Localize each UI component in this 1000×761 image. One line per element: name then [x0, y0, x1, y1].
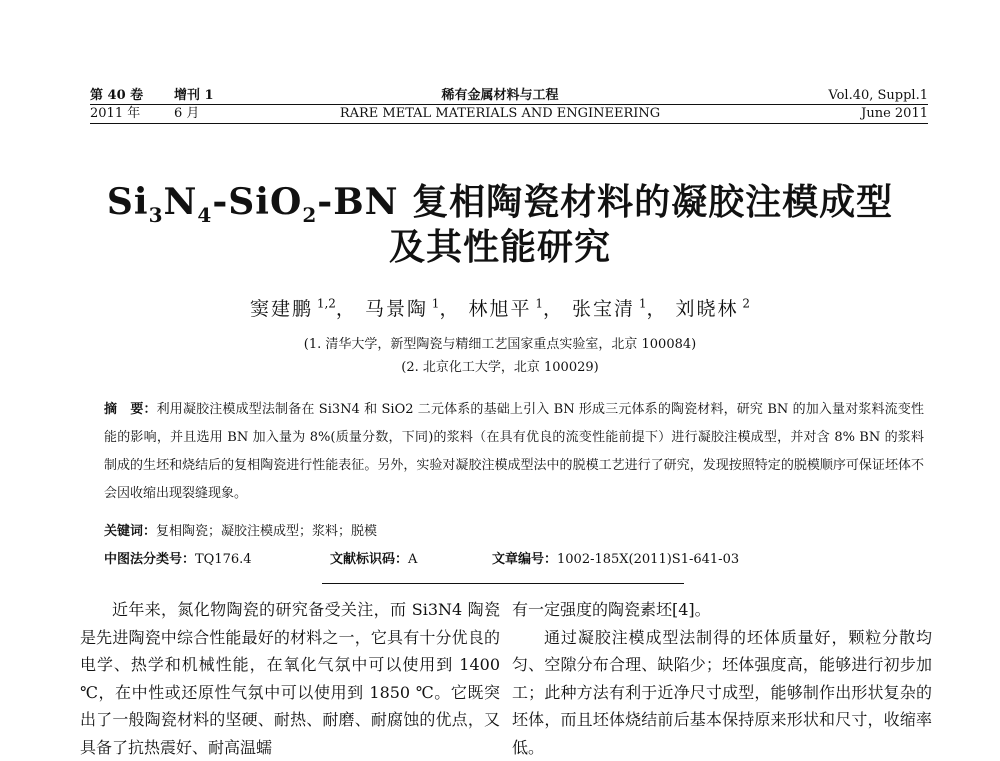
- classification-article: [492, 548, 739, 567]
- abstract-label: 摘 要：: [104, 402, 157, 417]
- classification-clc: [104, 548, 252, 567]
- author-affiliation-marker: 1,2: [313, 297, 336, 311]
- clc-label: 中图法分类号：: [104, 552, 195, 567]
- author-name: 马景陶: [365, 298, 428, 320]
- article-no-value: 1002-185X(2011)S1-641-03: [557, 552, 739, 567]
- header-date-en: June 2011: [861, 106, 928, 122]
- clc-value: TQ176.4: [195, 552, 252, 567]
- author-affiliation-marker: 1: [635, 297, 646, 311]
- body-paragraph: 通过凝胶注模成型法制得的坯体质量好，颗粒分散均匀、空隙分布合理、缺陷少；坯体强度高，能够进行初步加工；此种方法有利于近净尺寸成型，能够制作出形状复杂的坯体，而且坯体烧结前后基本保持原来形状和尺寸，收缩率低。: [512, 624, 932, 761]
- keywords: [104, 520, 377, 539]
- doc-code-label: 文献标识码：: [330, 552, 408, 567]
- section-separator: [322, 583, 684, 584]
- doc-code-value: A: [408, 552, 417, 567]
- author-affiliation-marker: 1: [532, 297, 543, 311]
- author-list: 窦建鹏 $^{1,2}$， 马景陶 $^1$， 林旭平 $^1$， 张宝清 $^1$， 刘晓林 $^2$: [0, 294, 1000, 321]
- header-issue: 增刊 1: [174, 88, 214, 104]
- abstract: [104, 396, 924, 508]
- header-month: 6 月: [174, 106, 199, 122]
- header-rule: [90, 104, 928, 105]
- article-no-label: 文章编号：: [492, 552, 557, 567]
- author-affiliation-marker: 2: [739, 297, 750, 311]
- keywords-text: 复相陶瓷；凝胶注模成型；浆料；脱模: [156, 524, 377, 539]
- body-paragraph: 近年来，氮化物陶瓷的研究备受关注，而 Si3N4 陶瓷是先进陶瓷中综合性能最好的材料之一，它具有十分优良的电学、热学和机械性能，在氧化气氛中可以使用到 1400 ℃，在中性或还原性气氛中可以使用到 1850 ℃。它既突出了一般陶瓷材料的坚硬、耐热、耐磨、耐腐蚀的优点，又具备了抗热震好、耐高温蠕: [80, 596, 500, 761]
- keywords-label: 关键词：: [104, 524, 156, 539]
- author-name: 张宝清: [572, 298, 635, 320]
- author-name: 林旭平: [468, 298, 531, 320]
- affiliation-1: (1. 清华大学，新型陶瓷与精细工艺国家重点实验室，北京 100084): [0, 333, 1000, 352]
- body-paragraph-cont: 有一定强度的陶瓷素坯[4]。: [512, 596, 932, 624]
- header-year: 2011 年: [90, 106, 140, 122]
- affiliation-2: (2. 北京化工大学，北京 100029): [0, 356, 1000, 375]
- body-column-right: [512, 596, 932, 761]
- title-text: 复相陶瓷材料的凝胶注模成型: [412, 182, 893, 223]
- paper-title-line2: 及其性能研究: [0, 226, 1000, 270]
- author-affiliation-marker: 1: [428, 297, 439, 311]
- header-vol-en: Vol.40, Suppl.1: [828, 88, 928, 104]
- author-name: 窦建鹏: [250, 298, 313, 320]
- classification-doc: [330, 548, 417, 567]
- header-volume: 第 40 卷: [90, 88, 143, 104]
- journal-title-cn: 稀有金属材料与工程: [0, 88, 1000, 104]
- journal-title-en: RARE METAL MATERIALS AND ENGINEERING: [0, 106, 1000, 122]
- author-name: 刘晓林: [676, 298, 739, 320]
- header-rule-bottom: [90, 123, 928, 124]
- abstract-text: 利用凝胶注模成型法制备在 Si3N4 和 SiO2 二元体系的基础上引入 BN 形成三元体系的陶瓷材料，研究 BN 的加入量对浆料流变性能的影响，并且选用 BN 加入量为 8%(质量分数，下同)的浆料（在具有优良的流变性能前提下）进行凝胶注模成型，并对含 8% BN 的浆料制成的生坯和烧结后的复相陶瓷进行性能表征。另外，实验对凝胶注模成型法中的脱模工艺进行了研究，发现按照特定的脱模顺序可保证坯体不会因收缩出现裂缝现象。: [104, 402, 924, 501]
- body-column-left: [80, 596, 500, 761]
- title-formula: $Si_3N_4-SiO_2-BN$: [107, 181, 399, 223]
